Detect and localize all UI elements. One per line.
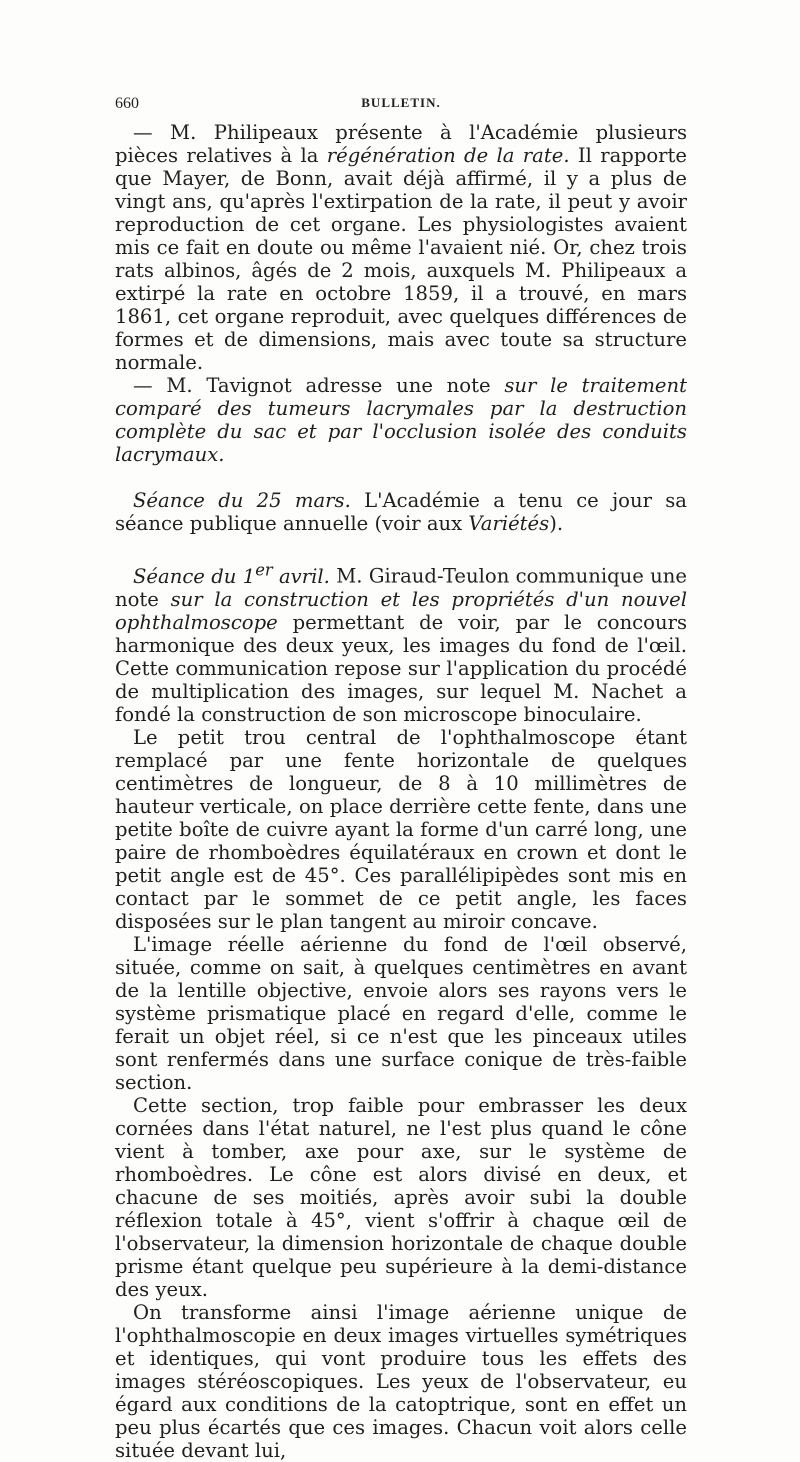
session-date-text: Séance du 1 <box>133 564 256 588</box>
paragraph-lead: — M. Tavignot adresse une note <box>133 374 505 397</box>
page-number: 660 <box>115 95 139 112</box>
paragraph-text: Il rapporte que Mayer, de Bonn, avait déjà affirmé, il y a plus de vingt ans, qu'après l'extirpation de la rate, il peut y avoir reproduction de cet organe. Les physiologistes avaient mis ce fait en doute ou même l'avaient nié. Or, chez trois rats albinos, âgés de 2 mois, auxquels M. Philipeaux a extirpé la rate en octobre 1859, il a trouvé, en mars 1861, cet organe reproduit, avec quelques différences de formes et de dimensions, mais avec toute sa structure normale. <box>115 144 687 374</box>
paragraph-text: L'Académie a tenu ce jour sa séance publique annuelle (voir aux <box>115 489 687 535</box>
paragraph-image-reelle: L'image réelle aérienne du fond de l'œil observé, située, comme on sait, à quelques centimètres en avant de la lentille objective, envoie alors ses rayons vers le système prismatique placé en regard d'elle, comme le ferait un objet réel, si ce n'est que les pinceaux utiles sont renfermés dans une surface conique de très-faible section. <box>115 932 687 1094</box>
italic-phrase: sur le traitement comparé des tumeurs lacrymales par la destruction complète du sac et par l'occlusion isolée des conduits lacrymaux. <box>115 374 688 466</box>
paragraph-lead: — M. Philipeaux présente à l'Académie plusieurs pièces relatives à la <box>115 121 687 167</box>
document-page <box>115 95 687 1462</box>
italic-phrase: régénération de la rate. <box>326 144 570 167</box>
session-date: Séance du 25 mars. <box>133 489 351 512</box>
session-date <box>133 560 330 588</box>
paragraph-ophthalmoscope-fente: Le petit trou central de l'ophthalmoscope étant remplacé par une fente horizontale de quelques centimètres de longueur, de 8 à 10 millimètres de hauteur verticale, on place derrière cette fente, dans une petite boîte de cuivre ayant la forme d'un carré long, une paire de rhomboèdres équilatéraux en crown et dont le petit angle est de 45°. Ces parallélipipèdes sont mis en contact par le sommet de ce petit angle, les faces disposées sur le plan tangent au miroir concave. <box>115 725 687 933</box>
paragraph-seance-1er-avril <box>115 558 687 726</box>
ordinal-superscript: er <box>255 560 273 579</box>
paragraph-text: permettant de voir, par le concours harmonique des deux yeux, les images du fond de l'œil. Cette communication repose sur l'application du procédé de multiplication des images, sur lequel M. Nachet a fondé la construction de son microscope binoculaire. <box>115 610 687 726</box>
paragraph-section-cone: Cette section, trop faible pour embrasser les deux cornées dans l'état naturel, ne l'est plus quand le cône vient à tomber, axe pour axe, sur le système de rhomboèdres. Le cône est alors divisé en deux, et chacune de ses moitiés, après avoir subi la double réflexion totale à 45°, vient s'offrir à chaque œil de l'observateur, la dimension horizontale de chaque double prisme étant quelque peu supérieure à la demi-distance des yeux. <box>115 1093 687 1301</box>
paragraph-text: M. Giraud-Teulon communique une note <box>115 564 688 611</box>
paragraph-philipeaux <box>115 121 687 374</box>
paragraph-text: ). <box>549 512 564 535</box>
paragraph-tavignot <box>115 374 687 466</box>
paragraph-seance-25-mars <box>115 489 687 535</box>
italic-phrase: Variétés <box>468 512 550 535</box>
paragraph-images-virtuelles: On transforme ainsi l'image aérienne unique de l'ophthalmoscopie en deux images virtuelles symétriques et identiques, qui vont produire tous les effets des images stéréoscopiques. Les yeux de l'observateur, eu égard aux conditions de la catoptrique, sont en effet un peu plus écartés que ces images. Chacun voit alors celle située devant lui, <box>115 1300 687 1462</box>
session-date-text: avril. <box>272 564 330 588</box>
page-header <box>115 95 687 121</box>
running-title: BULLETIN. <box>361 95 441 110</box>
italic-phrase: sur la construction et les propriétés d'un nouvel ophthalmoscope <box>115 587 687 634</box>
